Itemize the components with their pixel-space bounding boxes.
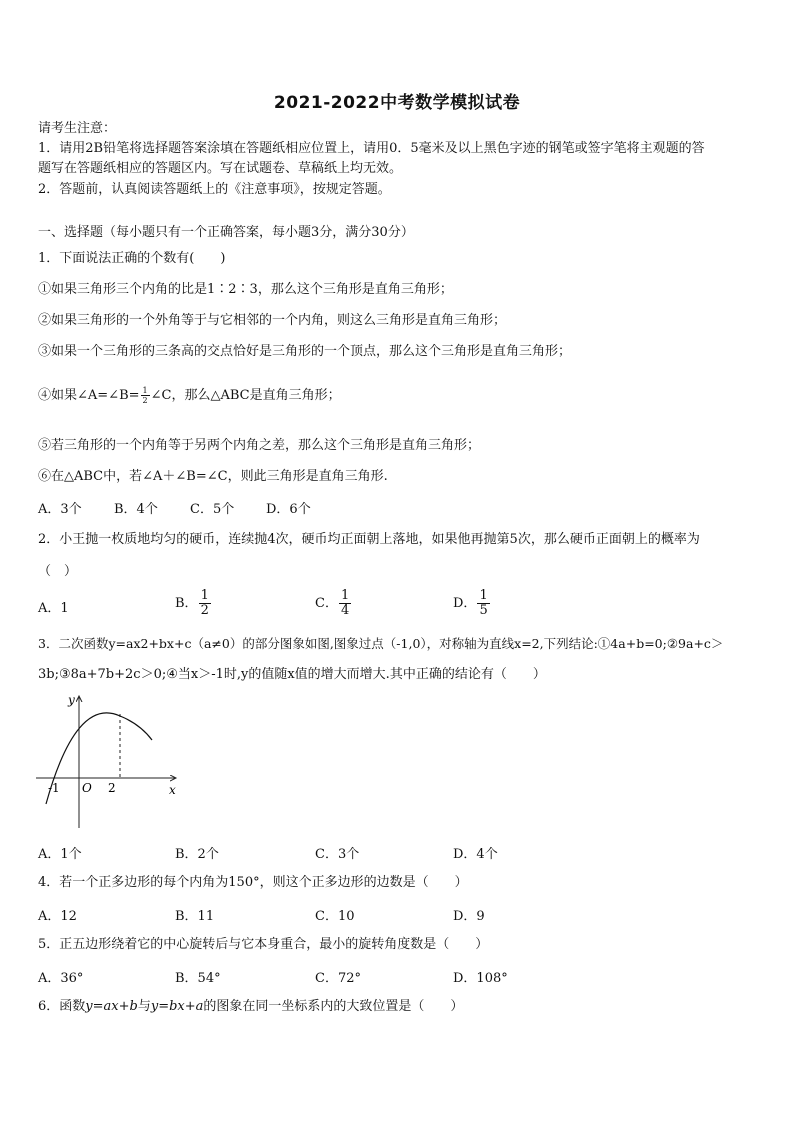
q3-stem-cont: 3b;③8a+7b+2c＞0;④当x＞-1时,y的值随x值的增大而增大.其中正确的结论有（ ） [38,667,546,682]
q4-option-a[interactable]: A．12 [38,909,77,924]
q1-stem: 1．下面说法正确的个数有( ) [38,251,226,266]
notice-heading: 请考生注意： [38,121,117,136]
q6-stem: 6．函数y=ax+b与y=bx+a的图象在同一坐标系内的大致位置是（ ） [38,999,464,1014]
fraction-one-fifth: $\frac{1}{5}$ [479,588,488,618]
section-heading: 一、选择题（每小题只有一个正确答案，每小题3分，满分30分） [38,225,414,240]
q1-option-c[interactable]: C．5个 [190,502,235,517]
q1-statement-3: ③如果一个三角形的三条高的交点恰好是三角形的一个顶点，那么这个三角形是直角三角形； [38,344,572,359]
x-axis-label: x [169,783,176,797]
notice-line-3: 2．答题前，认真阅读答题纸上的《注意事项》，按规定答题。 [38,182,391,197]
q5-option-b[interactable]: B．54° [175,971,221,986]
q1-s4-post: ∠C，那么△ABC是直角三角形； [150,388,341,403]
q1-statement-5: ⑤若三角形的一个内角等于另两个内角之差，那么这个三角形是直角三角形； [38,438,481,453]
q3-option-c[interactable]: C．3个 [315,847,360,862]
q4-option-b[interactable]: B．11 [175,909,215,924]
q3-option-b[interactable]: B．2个 [175,847,219,862]
parabola-graph [34,690,184,832]
origin-label: O [82,781,92,795]
q2-option-c[interactable]: C． $\frac{1}{4}$ [315,588,350,618]
tick-label-neg1: -1 [48,781,60,795]
q1-option-b[interactable]: B．4个 [114,502,158,517]
q5-option-c[interactable]: C．72° [315,971,361,986]
q5-option-d[interactable]: D．108° [453,971,508,986]
function-2: y=bx+a [150,999,204,1014]
parabola-curve [46,713,152,804]
y-axis-label: y [68,693,75,707]
q4-stem: 4．若一个正多边形的每个内角为150°，则这个正多边形的边数是（ ） [38,875,468,890]
page-title: 2021-2022中考数学模拟试卷 [273,93,521,113]
notice-line-1: 1．请用2B铅笔将选择题答案涂填在答题纸相应位置上，请用0．5毫米及以上黑色字迹的钢笔或签字笔将主观题的答 [38,141,705,156]
tick-label-2: 2 [108,781,116,795]
function-1: y=ax+b [85,999,138,1014]
q2-stem-cont: （ ） [38,564,78,579]
q4-option-c[interactable]: C．10 [315,909,355,924]
q3-option-a[interactable]: A．1个 [38,847,82,862]
q2-stem: 2．小王抛一枚质地均匀的硬币，连续抛4次，硬币均正面朝上落地，如果他再抛第5次，那么硬币正面朝上的概率为 [38,532,700,547]
q1-statement-1: ①如果三角形三个内角的比是1∶2∶3，那么这个三角形是直角三角形； [38,282,453,297]
q2-option-b[interactable]: B． $\frac{1}{2}$ [175,588,209,618]
q2-option-a[interactable]: A．1 [38,601,69,616]
fraction-one-quarter: $\frac{1}{4}$ [340,588,350,618]
q1-option-a[interactable]: A．3个 [38,502,82,517]
q4-option-d[interactable]: D．9 [453,909,485,924]
q5-option-a[interactable]: A．36° [38,971,84,986]
q1-statement-4 [38,383,341,409]
q1-statement-6: ⑥在△ABC中，若∠A＋∠B=∠C，则此三角形是直角三角形. [38,469,388,484]
q1-s4-pre: ④如果∠A=∠B= [38,388,140,403]
notice-line-2: 题写在答题纸相应的答题区内。写在试题卷、草稿纸上均无效。 [38,161,403,176]
q3-stem: 3．二次函数y=ax2+bx+c（a≠0）的部分图象如图,图象过点（-1,0），对称轴为直线x=2,下列结论:①4a+b=0;②9a+c＞ [38,636,724,651]
q2-option-d[interactable]: D． $\frac{1}{5}$ [453,588,488,618]
q1-statement-2: ②如果三角形的一个外角等于与它相邻的一个内角，则这么三角形是直角三角形； [38,313,507,328]
q3-option-d[interactable]: D．4个 [453,847,498,862]
fraction-half: $\frac{1}{2}$ [142,386,148,405]
q1-option-d[interactable]: D．6个 [266,502,311,517]
q5-stem: 5．正五边形绕着它的中心旋转后与它本身重合，最小的旋转角度数是（ ） [38,937,489,952]
fraction-one-half: $\frac{1}{2}$ [200,588,209,618]
